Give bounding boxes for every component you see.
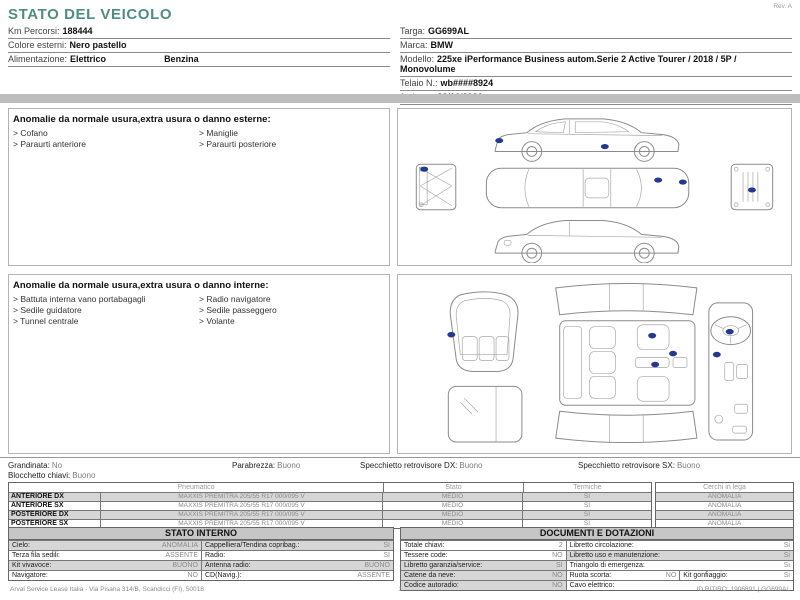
tire-position: POSTERIORE DX: [9, 511, 101, 519]
panel-row: [9, 570, 393, 580]
field-label: Kit vivavoce:: [12, 562, 52, 569]
mirror-dx-item: [360, 461, 483, 470]
tire-row: [9, 492, 651, 501]
key-lock-item: [8, 471, 95, 480]
tire-stato: MEDIO: [383, 493, 523, 501]
parabrezza-label: Parabrezza:: [232, 461, 276, 470]
interior-state-panel: [8, 527, 394, 581]
footer-id: ID RITIRO: 1906891 | GG699AL: [696, 586, 790, 593]
dashboard-view: [709, 303, 753, 440]
interior-anomalies-col1: [13, 294, 199, 327]
field-label: Codice autoradio:: [404, 582, 459, 589]
key-lock-label: Blocchetto chiavi:: [8, 471, 71, 480]
header-stato: Stato: [383, 483, 523, 492]
km-value: 188444: [62, 26, 93, 36]
trunk-view: [450, 292, 518, 372]
plate-row: [400, 25, 792, 39]
km-row: [8, 25, 390, 39]
field-label: Libretto garanzia/service:: [404, 562, 483, 569]
field-value: ASSENTE: [165, 552, 198, 559]
field-label: Cielo:: [12, 542, 30, 549]
tire-termiche: SI: [583, 502, 591, 509]
panel-row: [9, 550, 393, 560]
interior-anomalies-col2: [199, 294, 385, 327]
field-value: ANOMALIA: [161, 542, 198, 549]
documents-panel: [400, 527, 794, 591]
field-label: Navigatore:: [12, 572, 48, 579]
vin-label: Telaio N.:: [400, 78, 438, 88]
damage-marker: [648, 333, 656, 339]
car-interior-diagram-svg: [398, 275, 789, 451]
grandinata-label: Grandinata:: [8, 461, 50, 470]
fuel-value-1: Elettrico: [70, 54, 107, 64]
mirror-dx-value: Buono: [459, 461, 483, 470]
parabrezza-value: Buono: [277, 461, 301, 470]
field-label: Ruota scorta:: [569, 572, 612, 579]
field-value: SI: [383, 552, 390, 559]
tires-table-header: [9, 483, 651, 492]
tire-stato: MEDIO: [383, 511, 523, 519]
tire-termiche: SI: [583, 493, 591, 500]
tire-spec: MAXXIS PREMITRA 205/55 R17 000/095 V: [101, 511, 383, 519]
plate-value: GG699AL: [428, 26, 470, 36]
model-row: [400, 53, 792, 77]
interior-damage-diagram: [397, 274, 792, 454]
damage-marker: [713, 352, 721, 358]
damage-marker: [679, 179, 687, 184]
plan-view: [486, 168, 688, 207]
field-value: BUONO: [364, 562, 390, 569]
field-label: Cavo elettrico:: [569, 582, 615, 589]
damage-marker: [420, 167, 428, 172]
car-exterior-diagram-svg: [398, 109, 789, 263]
field-value: Si: [783, 552, 790, 559]
field-value: NO: [187, 572, 198, 579]
page-number: 1: [398, 586, 402, 593]
field-value: Si: [783, 562, 790, 569]
field-value: Si: [783, 572, 790, 579]
damage-marker: [654, 178, 662, 183]
grandinata-value: No: [51, 461, 63, 470]
field-label: Antenna radio:: [205, 562, 251, 569]
damage-marker: [748, 187, 756, 192]
field-value: SI: [556, 562, 563, 569]
anomaly-item: > Volante: [199, 316, 235, 326]
field-label: Totale chiavi:: [404, 542, 445, 549]
header-pneumatico: Pneumatico: [177, 484, 215, 491]
field-label: Libretto uso e manutenzione:: [569, 552, 660, 559]
revision-label: Rev. A: [773, 3, 792, 10]
mirror-sx-value: Buono: [676, 461, 701, 470]
brand-value: BMW: [430, 40, 454, 50]
anomaly-item: > Maniglie: [199, 128, 238, 138]
brand-label: Marca:: [400, 40, 428, 50]
model-value: 225xe iPerformance Business autom.Serie 2 Active Tourer / 2018 / 5P / Monovolume: [400, 54, 737, 74]
exterior-damage-diagram: [397, 108, 792, 266]
page-title: STATO DEL VEICOLO: [8, 6, 173, 23]
damage-marker: [726, 329, 734, 335]
field-value: NO: [665, 572, 677, 579]
tire-spec: MAXXIS PREMITRA 205/55 R17 000/095 V: [101, 502, 383, 510]
damage-marker: [495, 138, 503, 143]
fuel-value-2: Benzina: [164, 54, 199, 64]
exterior-anomalies-col2: [199, 128, 385, 150]
panel-row: [401, 550, 793, 560]
cabin-view: [556, 283, 697, 443]
damage-marker: [447, 332, 455, 338]
wheel-row: ANOMALIA: [656, 519, 793, 528]
field-label: Radio:: [205, 552, 226, 559]
anomaly-item: > Battuta interna vano portabagagli: [13, 294, 146, 304]
tire-stato: MEDIO: [383, 502, 523, 510]
plate-label: Targa:: [400, 26, 426, 36]
damage-marker: [651, 362, 659, 368]
panel-row: [401, 540, 793, 550]
mirror-sx-label: Specchietto retrovisore SX:: [578, 461, 675, 470]
anomaly-item: > Paraurti posteriore: [199, 139, 277, 149]
tire-position: ANTERIORE SX: [9, 502, 101, 510]
tire-spec: MAXXIS PREMITRA 205/55 R17 000/095 V: [101, 520, 383, 528]
interior-anomalies-panel: [8, 274, 390, 454]
field-label: Libretto circolazione:: [569, 542, 634, 549]
exterior-anomalies-heading: Anomalie da normale usura,extra usura o danno esterne:: [13, 114, 271, 125]
mirror-sx-item: [578, 461, 700, 470]
field-label: Catene da neve:: [404, 572, 456, 579]
field-label: Triangolo di emergenza:: [569, 562, 645, 569]
side-view-bottom: [495, 221, 679, 263]
condition-summary: [0, 457, 800, 482]
alloy-wheels-table: [655, 482, 794, 529]
panel-row: [401, 560, 793, 570]
field-value: Si: [783, 542, 790, 549]
field-value: ASSENTE: [357, 572, 390, 579]
vehicle-info-right: [400, 25, 792, 105]
color-label: Colore esterni:: [8, 40, 67, 50]
panel-row: [401, 570, 793, 580]
damage-marker: [601, 144, 609, 149]
color-row: [8, 39, 390, 53]
anomaly-item: > Radio navigatore: [199, 294, 271, 304]
rear-window-view: [448, 386, 522, 442]
field-label: Cappelliera/Tendina copribag.:: [205, 542, 300, 549]
field-value: NO: [552, 572, 563, 579]
anomaly-item: > Sedile guidatore: [13, 305, 82, 315]
interior-anomalies-heading: Anomalie da normale usura,extra usura o danno interne:: [13, 280, 269, 291]
tire-row: [9, 510, 651, 519]
tire-position: POSTERIORE SX: [9, 520, 101, 528]
field-label: Terza fila sedili:: [12, 552, 60, 559]
tire-spec: MAXXIS PREMITRA 205/55 R17 000/095 V: [101, 493, 383, 501]
tire-termiche: SI: [583, 520, 591, 527]
tire-position: ANTERIORE DX: [9, 493, 101, 501]
interior-state-title: STATO INTERNO: [9, 528, 393, 540]
side-view-top: [495, 119, 679, 161]
wheel-row: ANOMALIA: [656, 510, 793, 519]
vin-value: wb####8924: [440, 78, 494, 88]
header-cerchi: Cerchi in lega: [703, 484, 746, 491]
panel-row: [9, 560, 393, 570]
fuel-label: Alimentazione:: [8, 54, 68, 64]
exterior-anomalies-col1: [13, 128, 199, 150]
exterior-anomalies-panel: [8, 108, 390, 266]
field-label: Tessere code:: [404, 552, 448, 559]
tire-stato: MEDIO: [383, 520, 523, 528]
brand-row: [400, 39, 792, 53]
km-label: Km Percorsi:: [8, 26, 60, 36]
model-label: Modello:: [400, 54, 435, 64]
vin-row: [400, 77, 792, 91]
key-lock-value: Buono: [72, 471, 96, 480]
field-label: CD(Navig.):: [205, 572, 242, 579]
documents-title: DOCUMENTI E DOTAZIONI: [401, 528, 793, 540]
header-termiche: Termiche: [523, 483, 651, 492]
footer-company: Arval Service Lease Italia - Via Pisana 314/B, Scandicci (FI), 50018: [10, 586, 204, 593]
tire-row: [9, 501, 651, 510]
parabrezza-item: [232, 461, 300, 470]
wheel-row: ANOMALIA: [656, 492, 793, 501]
color-value: Nero pastello: [69, 40, 127, 50]
field-value: NO: [552, 582, 563, 589]
mirror-dx-label: Specchietto retrovisore DX:: [360, 461, 458, 470]
fuel-row: [8, 53, 390, 67]
vehicle-info-left: [8, 25, 390, 67]
grandinata-item: [8, 461, 62, 470]
damage-marker: [669, 351, 677, 357]
tires-table: [8, 482, 652, 529]
anomaly-item: > Tunnel centrale: [13, 316, 79, 326]
anomaly-item: > Paraurti anteriore: [13, 139, 86, 149]
rear-view: [731, 164, 772, 209]
field-label: Kit gonfiaggio:: [683, 572, 728, 579]
field-value: 2: [558, 542, 563, 549]
field-value: SI: [383, 542, 390, 549]
field-value: BUONO: [172, 562, 198, 569]
tire-termiche: SI: [583, 511, 591, 518]
anomaly-item: > Cofano: [13, 128, 48, 138]
panel-row: [9, 540, 393, 550]
anomaly-item: > Sedile passeggero: [199, 305, 277, 315]
field-value: NO: [552, 552, 563, 559]
wheel-row: ANOMALIA: [656, 501, 793, 510]
section-divider-bar: [0, 94, 800, 103]
